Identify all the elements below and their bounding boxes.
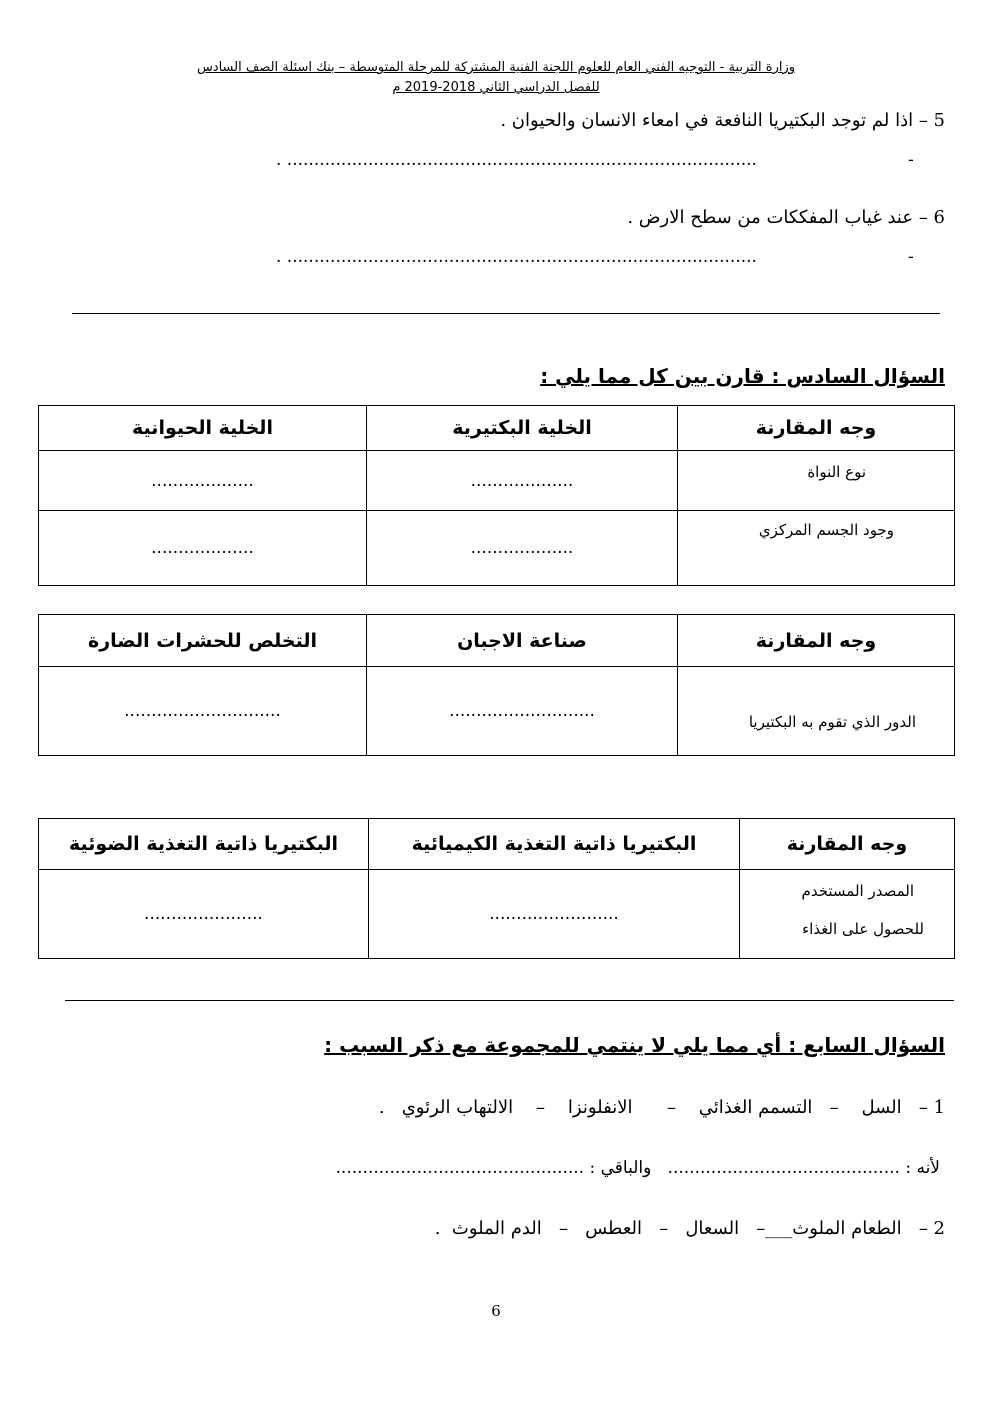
- q7-title: السؤال السابع : أي مما يلي لا ينتمي للمجموعة مع ذكر السبب :: [324, 1033, 945, 1057]
- table3-row-label-food-source: [740, 870, 955, 959]
- table3-label-line-2: للحصول على الغذاء: [802, 920, 924, 938]
- table2-header-pest-control: التخلص للحشرات الضارة: [39, 615, 367, 667]
- table1-row-label-nucleus: [678, 451, 955, 511]
- table3-header-aspect: وجه المقارنة: [740, 819, 955, 870]
- table2-answer-pests: .............................: [39, 667, 367, 756]
- table1-answer-bacterial-centrosome: ...................: [367, 511, 678, 586]
- q7-item-2: 2 – الطعام الملوث___– السعال – العطس – الدم الملوث .: [434, 1218, 945, 1239]
- header-line-1: وزارة التربية - التوجيه الفني العام للعلوم اللجنة الفنية المشتركة للمرحلة المتوسطة – بنك اسئلة الصف السادس: [196, 60, 796, 75]
- item-5-text: 5 – اذا لم توجد البكتيريا النافعة في امعاء الانسان والحيوان .: [500, 110, 945, 131]
- table2-answer-cheese: ...........................: [367, 667, 678, 756]
- table1-header-animal-cell: الخلية الحيوانية: [39, 406, 367, 451]
- q6-title: السؤال السادس : قارن بين كل مما يلي :: [540, 364, 945, 388]
- page-number: 6: [491, 1302, 501, 1320]
- table1-label-centrosome-text: وجود الجسم المركزي: [758, 521, 894, 539]
- item-6-answer-line: . .......................................................................................: [276, 247, 757, 267]
- table1-header-aspect: وجه المقارنة: [678, 406, 955, 451]
- comparison-table-cells: [38, 405, 955, 586]
- item-5-dash: -: [908, 150, 914, 170]
- table2-row-label-role: [678, 667, 955, 756]
- comparison-table-autotrophs: [38, 818, 955, 959]
- table1-answer-animal-nucleus: ...................: [39, 451, 367, 511]
- table3-answer-photosynthetic: ......................: [39, 870, 369, 959]
- table3-header-photosynthetic: البكتيريا ذاتية التغذية الضوئية: [39, 819, 369, 870]
- item-6-dash: -: [908, 247, 914, 267]
- table2-header-aspect: وجه المقارنة: [678, 615, 955, 667]
- table2-label-role-text: الدور الذي تقوم به البكتيريا: [748, 713, 916, 731]
- q7-because-line: لأنه : ........................................... والباقي : ..............................................: [335, 1158, 940, 1178]
- table3-answer-chemosynthetic: ........................: [369, 870, 740, 959]
- table1-header-bacterial-cell: الخلية البكتيرية: [367, 406, 678, 451]
- comparison-table-roles: [38, 614, 955, 756]
- table1-row-label-centrosome: [678, 511, 955, 586]
- table1-answer-animal-centrosome: ...................: [39, 511, 367, 586]
- section-divider-1: [72, 313, 940, 314]
- header-line-2: للفصل الدراسي الثاني 2018-2019 م: [392, 80, 600, 95]
- table3-label-line-1: المصدر المستخدم: [801, 882, 914, 900]
- item-5-answer-line: . .......................................................................................: [276, 150, 757, 170]
- table1-answer-bacterial-nucleus: ...................: [367, 451, 678, 511]
- table3-header-chemosynthetic: البكتيريا ذاتية التغذية الكيميائية: [369, 819, 740, 870]
- section-divider-2: [65, 1000, 954, 1001]
- item-6-text: 6 – عند غياب المفككات من سطح الارض .: [627, 207, 945, 228]
- table1-label-nucleus-text: نوع النواة: [807, 463, 866, 481]
- q7-item-1: 1 – السل – التسمم الغذائي – الانفلونزا – الالتهاب الرئوي .: [378, 1097, 945, 1118]
- table2-header-cheese-making: صناعة الاجبان: [367, 615, 678, 667]
